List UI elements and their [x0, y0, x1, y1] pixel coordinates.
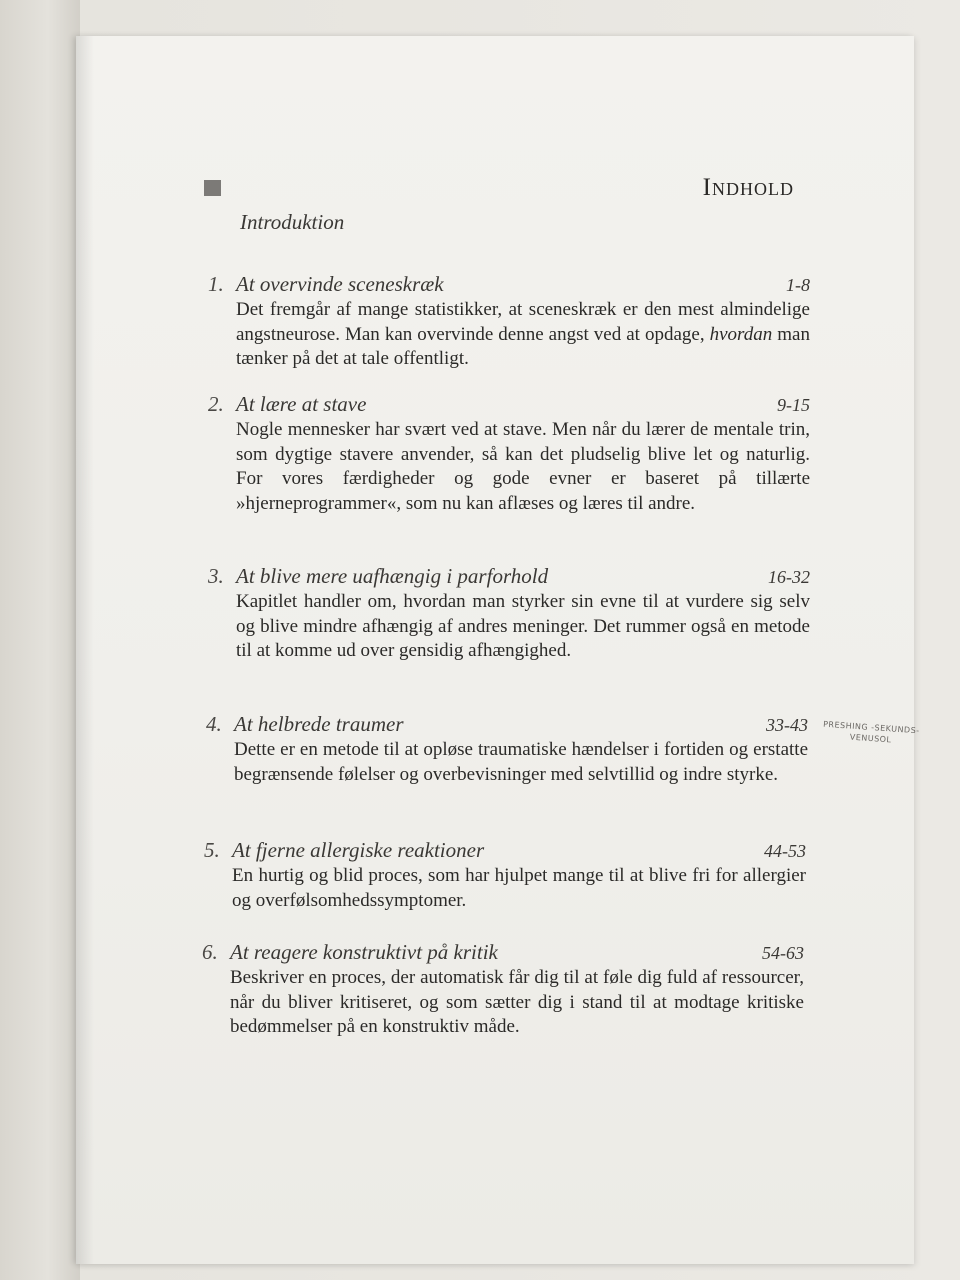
entry-description: Dette er en metode til at opløse traumatiske hændelser i fortiden og erstatte begrænsende følelser og overbevisninger med selvtillid og indre styrke.	[234, 739, 808, 785]
handwritten-margin-note: PRESHING -SEKUNDS- VENUSOL	[822, 719, 920, 745]
entry-heading	[208, 564, 810, 589]
entry-number: 6.	[202, 940, 218, 964]
toc-entry	[208, 392, 810, 516]
entry-heading	[208, 392, 810, 417]
page-gutter-shadow	[76, 36, 94, 1264]
entry-heading	[206, 712, 808, 737]
entry-description-emphasis: hvordan	[709, 323, 773, 345]
header-square-ornament	[204, 180, 221, 196]
toc-entry	[208, 564, 810, 664]
entry-title: At reagere konstruktivt på kritik	[230, 940, 498, 964]
entry-heading	[202, 940, 804, 965]
entry-title: At blive mere uafhængig i parforhold	[236, 564, 549, 588]
entry-number: 2.	[208, 392, 224, 416]
toc-entry	[206, 712, 808, 787]
entry-description: Beskriver en proces, der automatisk får dig til at føle dig fuld af ressourcer, når du bliver kritiseret, og som sætter dig i stand til at modtage kritiske bedømmelser på en konstruktiv måde.	[230, 967, 804, 1037]
entry-pages: 9-15	[777, 395, 810, 415]
entry-description	[236, 298, 810, 372]
left-page-edge	[0, 0, 80, 1280]
entry-number: 3.	[208, 564, 224, 588]
entry-pages: 33-43	[766, 715, 808, 735]
entry-number: 1.	[208, 272, 224, 296]
entry-description-text: Det fremgår af mange statistikker, at sceneskræk er den mest almindelige angstneurose. Man kan overvinde denne angst ved at opdage,	[236, 299, 810, 345]
entry-pages: 1-8	[786, 275, 810, 295]
toc-entry	[204, 838, 806, 913]
entry-title: At helbrede traumer	[234, 712, 404, 736]
page-heading: Indhold	[702, 174, 794, 201]
entry-description: En hurtig og blid proces, som har hjulpet mange til at blive fri for allergier og overfølsomhedssymptomer.	[232, 865, 806, 911]
entry-pages: 44-53	[764, 841, 806, 861]
toc-entry	[208, 272, 810, 372]
entry-description-text-end: man tænker på det at tale offentligt.	[236, 323, 810, 369]
entry-description: Nogle mennesker har svært ved at stave. Men når du lærer de mentale trin, som dygtige stavere anvender, så kan det pludselig blive let og naturlig. For vores færdigheder og gode evner er baseret på tillærte »hjerneprogrammer«, som nu kan aflæses og læres til andre.	[236, 419, 810, 514]
entry-pages: 54-63	[762, 943, 804, 963]
entry-title: At lære at stave	[236, 392, 367, 416]
entry-description: Kapitlet handler om, hvordan man styrker sin evne til at vurdere sig selv og blive mindre afhængig af andres meninger. Det rummer også en metode til at komme ud over gensidig afhængighed.	[236, 591, 810, 661]
entry-heading	[204, 838, 806, 863]
entry-title: At fjerne allergiske reaktioner	[232, 838, 485, 862]
entry-pages: 16-32	[768, 567, 810, 587]
entry-number: 4.	[206, 712, 222, 736]
entry-title: At overvinde sceneskræk	[236, 272, 444, 296]
toc-entry	[202, 940, 804, 1040]
intro-label: Introduktion	[240, 210, 345, 234]
entry-number: 5.	[204, 838, 220, 862]
entry-heading	[208, 272, 810, 297]
book-page	[76, 36, 920, 1264]
